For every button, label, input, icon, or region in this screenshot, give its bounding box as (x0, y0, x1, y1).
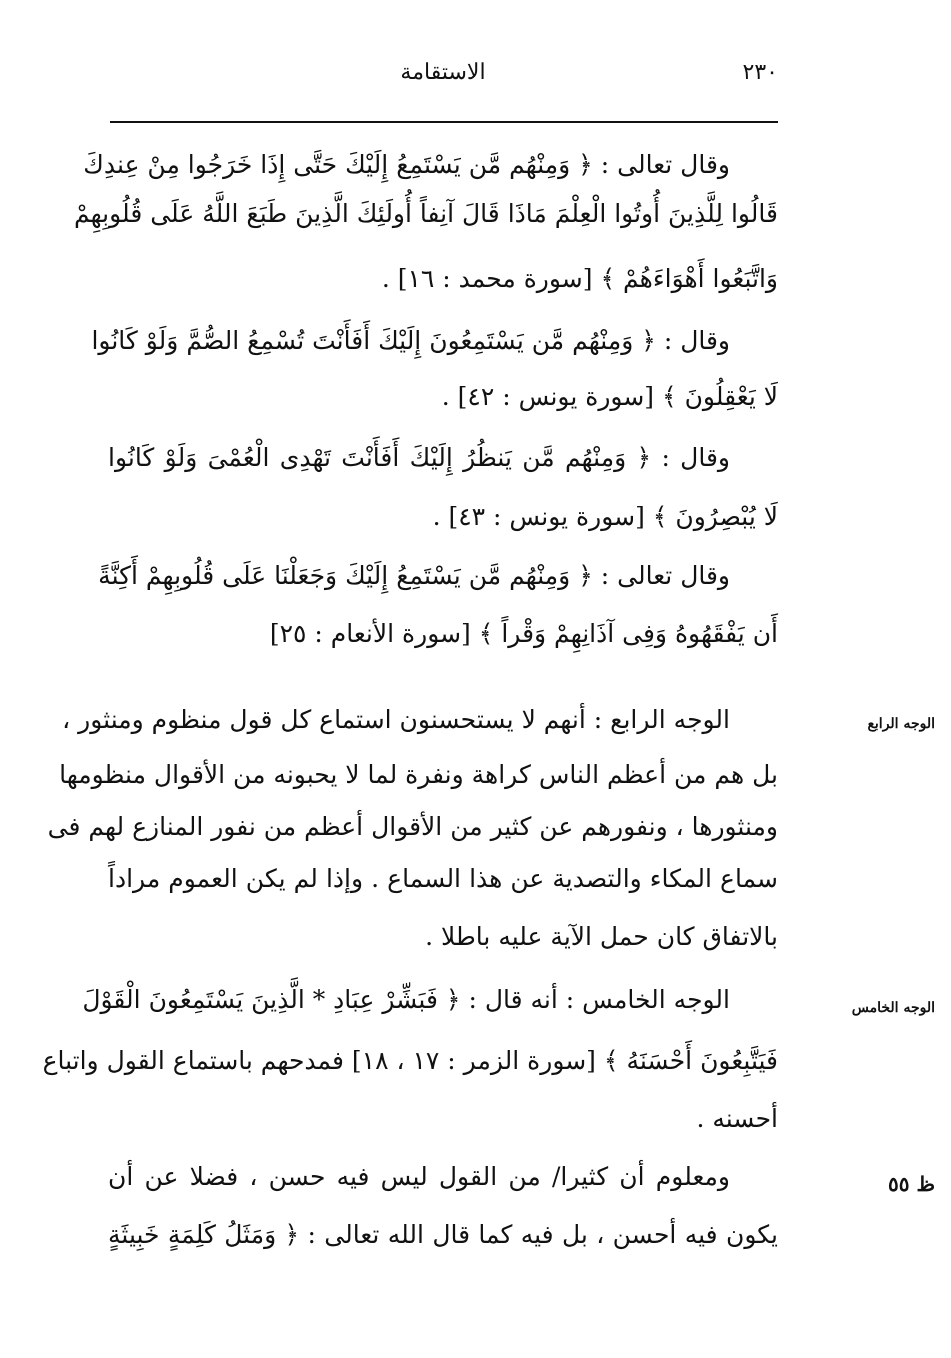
text-line: ومعلوم أن كثيرا/ من القول ليس فيه حسن ، فضلا عن أن (108, 1162, 730, 1191)
text-line: لَا يَعْقِلُونَ ﴾ [سورة يونس : ٤٢] . (441, 382, 778, 411)
text-line: قَالُوا لِلَّذِينَ أُوتُوا الْعِلْمَ مَاذَا قَالَ آنِفاً أُولَئِكَ الَّذِينَ طَبَعَ اللَّهُ عَلَى قُلُوبِهِمْ (74, 199, 778, 228)
text-line: وقال : ﴿ وَمِنْهُم مَّن يَسْتَمِعُونَ إِلَيْكَ أَفَأَنْتَ تُسْمِعُ الصُّمَّ وَلَوْ كَانُوا (91, 326, 730, 355)
text-line: أحسنه . (696, 1104, 778, 1133)
text-line: فَيَتَّبِعُونَ أَحْسَنَهُ ﴾ [سورة الزمر : ١٧ ، ١٨] فمدحهم باستماع القول واتباع (42, 1046, 778, 1075)
text-line: الوجه الرابع : أنهم لا يستحسنون استماع كل قول منظوم ومنثور ، (62, 705, 730, 734)
header-rule (110, 121, 778, 123)
page-header (108, 60, 778, 92)
text-line: الوجه الخامس : أنه قال : ﴿ فَبَشِّرْ عِبَادِ * الَّذِينَ يَسْتَمِعُونَ الْقَوْلَ (82, 985, 730, 1014)
margin-note-fifth: الوجه الخامس (851, 1000, 935, 1016)
text-line: بل هم من أعظم الناس كراهة ونفرة لما لا يحبونه من الأقوال منظومها (59, 760, 778, 789)
page-number: ٢٣٠ (742, 60, 778, 85)
margin-note-fourth: الوجه الرابع (867, 716, 935, 732)
text-line: وقال تعالى : ﴿ وَمِنْهُم مَّن يَسْتَمِعُ إِلَيْكَ حَتَّى إِذَا خَرَجُوا مِنْ عِندِكَ (83, 150, 730, 179)
text-line: سماع المكاء والتصدية عن هذا السماع . وإذا لم يكن العموم مراداً (108, 864, 778, 893)
text-line: ومنثورها ، ونفورهم عن كثير من الأقوال أعظم من نفور المنازع لهم فى (47, 812, 778, 841)
margin-note-folio: ظ ٥٥ (888, 1172, 935, 1196)
text-line: يكون فيه أحسن ، بل فيه كما قال الله تعالى : ﴿ وَمَثَلُ كَلِمَةٍ خَبِيثَةٍ (108, 1220, 778, 1249)
text-line: وَاتَّبَعُوا أَهْوَاءَهُمْ ﴾ [سورة محمد : ١٦] . (381, 264, 778, 293)
text-line: لَا يُبْصِرُونَ ﴾ [سورة يونس : ٤٣] . (432, 502, 778, 531)
text-line: بالاتفاق كان حمل الآية عليه باطلا . (425, 922, 778, 951)
running-title: الاستقامة (400, 60, 486, 85)
text-line: أَن يَفْقَهُوهُ وَفِى آذَانِهِمْ وَقْراً ﴾ [سورة الأنعام : ٢٥] (269, 619, 778, 648)
text-line: وقال تعالى : ﴿ وَمِنْهُم مَّن يَسْتَمِعُ إِلَيْكَ وَجَعَلْنَا عَلَى قُلُوبِهِمْ أَكِنَّةً (98, 561, 730, 590)
text-line: وقال : ﴿ وَمِنْهُم مَّن يَنظُرُ إِلَيْكَ أَفَأَنْتَ تَهْدِى الْعُمْىَ وَلَوْ كَانُوا (108, 443, 730, 472)
